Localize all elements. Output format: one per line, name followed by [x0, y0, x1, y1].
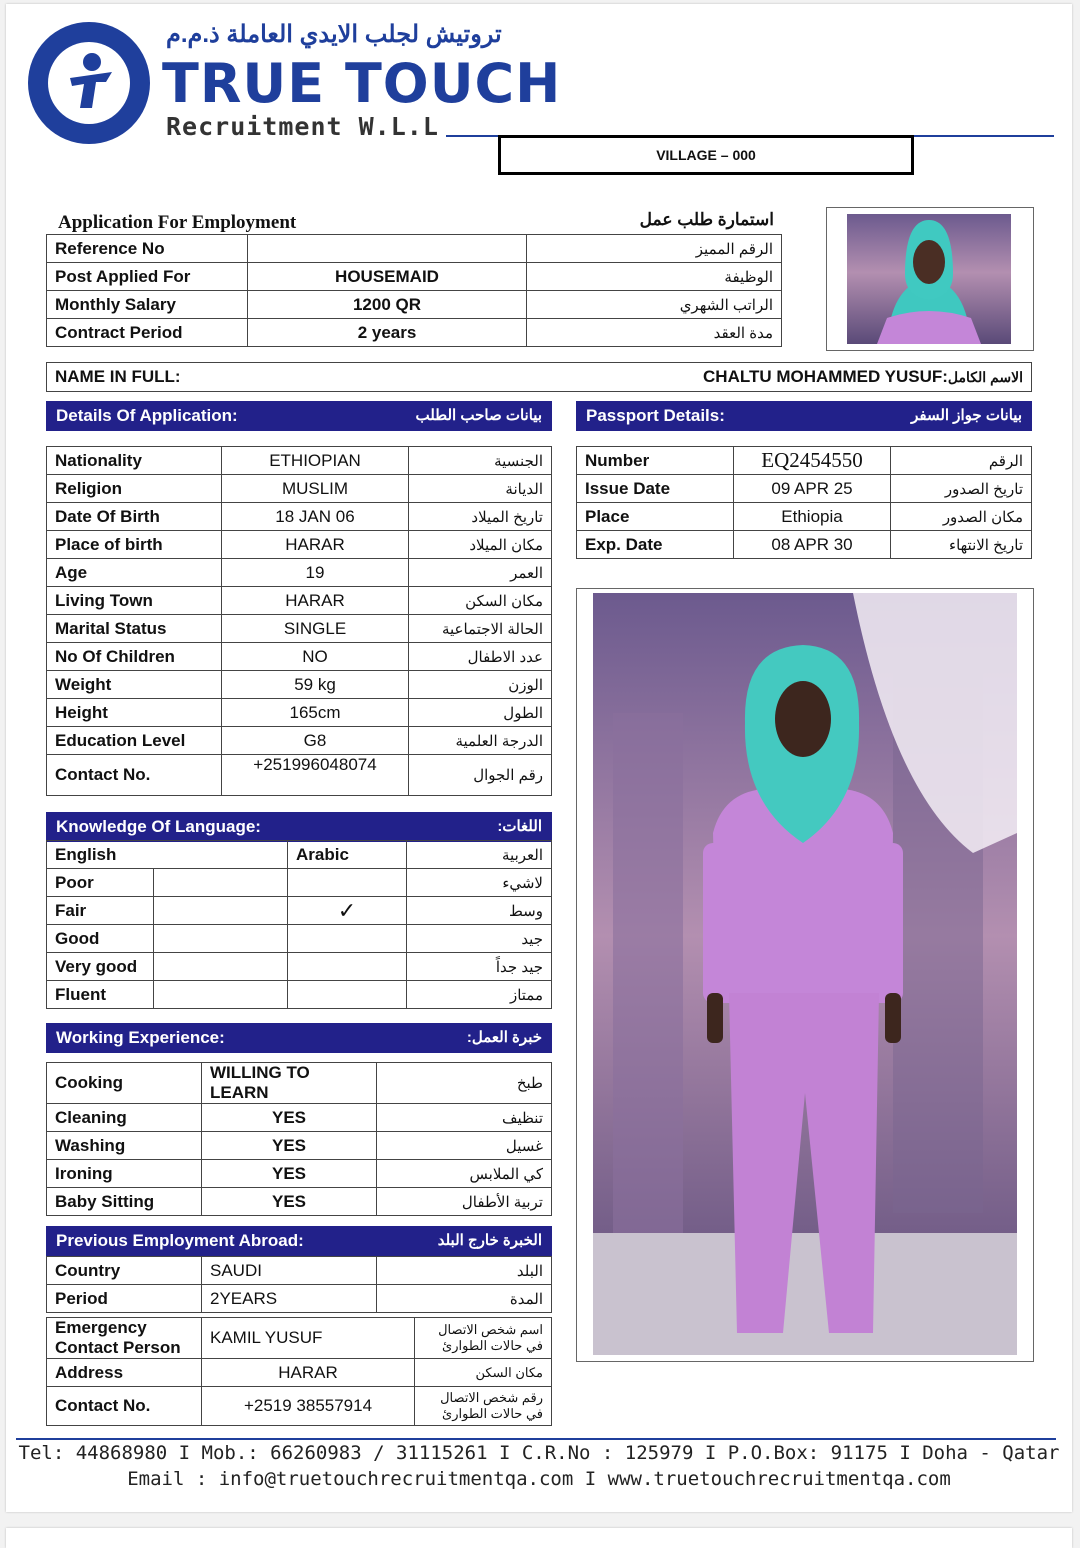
- arabic-level-cell: [288, 981, 407, 1009]
- table-row: [577, 503, 1032, 531]
- emergency-table: [46, 1317, 552, 1426]
- language-level-row: [47, 925, 552, 953]
- company-subtitle: Recruitment W.L.L: [166, 112, 439, 141]
- row-value: Ethiopia: [734, 503, 891, 531]
- table-row: [47, 1359, 552, 1387]
- name-value: CHALTU MOHAMMED YUSUF:: [703, 367, 948, 386]
- row-label: Contact No.: [47, 1387, 202, 1426]
- table-row: [47, 1257, 552, 1285]
- level-label: Very good: [47, 953, 154, 981]
- true-touch-logo: [28, 22, 150, 144]
- arabic-level-cell: [288, 869, 407, 897]
- level-label-arabic: لاشيء: [407, 869, 552, 897]
- table-row: [47, 587, 552, 615]
- portrait-photo: [847, 214, 1011, 344]
- row-label: Emergency Contact Person: [47, 1318, 202, 1359]
- row-label-arabic: الوظيفة: [527, 263, 782, 291]
- arabic-column-label-arabic: العربية: [407, 841, 552, 869]
- language-level-row: [47, 953, 552, 981]
- abroad-table: [46, 1256, 552, 1313]
- checkmark-icon: ✓: [337, 897, 357, 923]
- row-value: 1200 QR: [248, 291, 527, 319]
- row-value: +251996048074: [222, 755, 409, 796]
- arabic-level-cell: [288, 897, 407, 925]
- table-row: [47, 1104, 552, 1132]
- row-label: Issue Date: [577, 475, 734, 503]
- level-label: Fair: [47, 897, 154, 925]
- experience-section-title: Working Experience:: [56, 1028, 225, 1047]
- level-label-arabic: جيد جداً: [407, 953, 552, 981]
- level-label-arabic: وسط: [407, 897, 552, 925]
- row-value: HARAR: [202, 1359, 415, 1387]
- name-label-arabic: الاسم الكامل: [947, 369, 1023, 385]
- application-section-header: [46, 401, 552, 431]
- row-label-arabic: تاريخ الانتهاء: [891, 531, 1032, 559]
- row-label-arabic: الطول: [409, 699, 552, 727]
- table-row: [47, 559, 552, 587]
- experience-section-title-arabic: خبرة العمل:: [466, 1029, 542, 1046]
- company-brand: TRUE TOUCH: [162, 52, 562, 115]
- row-label: Reference No: [47, 235, 248, 263]
- row-value: YES: [202, 1132, 377, 1160]
- row-label: Post Applied For: [47, 263, 248, 291]
- row-label: Period: [47, 1285, 202, 1313]
- row-label-arabic: طبخ: [377, 1063, 552, 1104]
- row-label: Height: [47, 699, 222, 727]
- row-label-arabic: مدة العقد: [527, 319, 782, 347]
- row-label-arabic: رقم شخص الاتصال في حالات الطوارئ: [415, 1387, 552, 1426]
- arabic-column-label: Arabic: [288, 841, 407, 869]
- footer-contact-line: Tel: 44868980 I Mob.: 66260983 / 31115261 I C.R.No : 125979 I P.O.Box: 91175 I Doha - Qatar: [18, 1442, 1060, 1464]
- passport-table: [576, 446, 1032, 559]
- row-value: 09 APR 25: [734, 475, 891, 503]
- table-row: [47, 1285, 552, 1313]
- level-label-arabic: ممتاز: [407, 981, 552, 1009]
- row-value: EQ2454550: [734, 447, 891, 475]
- row-label: Washing: [47, 1132, 202, 1160]
- row-label: No Of Children: [47, 643, 222, 671]
- table-row: [47, 643, 552, 671]
- row-label-arabic: مكان الميلاد: [409, 531, 552, 559]
- row-label-arabic: تنظيف: [377, 1104, 552, 1132]
- company-name-arabic: تروتيش لجلب الايدي العاملة ذ.م.م: [166, 21, 502, 48]
- row-label: Place of birth: [47, 531, 222, 559]
- application-table: [46, 446, 552, 796]
- row-label: Cooking: [47, 1063, 202, 1104]
- row-label-arabic: الرقم: [891, 447, 1032, 475]
- english-level-cell: [154, 981, 288, 1009]
- table-row: [47, 503, 552, 531]
- language-section-title-arabic: اللغات:: [497, 818, 542, 835]
- row-label: Country: [47, 1257, 202, 1285]
- row-value: 18 JAN 06: [222, 503, 409, 531]
- row-label-arabic: غسيل: [377, 1132, 552, 1160]
- table-row: [47, 727, 552, 755]
- person-icon: [62, 52, 120, 112]
- row-label-arabic: الراتب الشهري: [527, 291, 782, 319]
- table-row: [47, 531, 552, 559]
- table-row: [577, 531, 1032, 559]
- table-row: [47, 1387, 552, 1426]
- language-table: [46, 840, 552, 1009]
- table-row: [47, 1188, 552, 1216]
- passport-section-title: Passport Details:: [586, 406, 725, 425]
- level-label: Good: [47, 925, 154, 953]
- arabic-level-cell: [288, 953, 407, 981]
- row-value: 2 years: [248, 319, 527, 347]
- row-label: Ironing: [47, 1160, 202, 1188]
- row-label-arabic: الدرجة العلمية: [409, 727, 552, 755]
- row-value: YES: [202, 1160, 377, 1188]
- table-row: [47, 1318, 552, 1359]
- application-section-title-arabic: بيانات صاحب الطلب: [415, 407, 542, 424]
- name-label: NAME IN FULL:: [47, 363, 339, 392]
- row-label-arabic: تربية الأطفال: [377, 1188, 552, 1216]
- row-label-arabic: عدد الاطفال: [409, 643, 552, 671]
- table-row: [47, 235, 782, 263]
- row-label-arabic: الرقم المميز: [527, 235, 782, 263]
- row-value: SAUDI: [202, 1257, 377, 1285]
- row-label: Number: [577, 447, 734, 475]
- row-label: Weight: [47, 671, 222, 699]
- table-row: [47, 671, 552, 699]
- row-label-arabic: الديانة: [409, 475, 552, 503]
- row-label: Date Of Birth: [47, 503, 222, 531]
- level-label: Poor: [47, 869, 154, 897]
- row-label-arabic: مكان السكن: [415, 1359, 552, 1387]
- passport-section-title-arabic: بيانات جواز السفر: [911, 407, 1022, 424]
- passport-section-header: [576, 401, 1032, 431]
- row-label: Religion: [47, 475, 222, 503]
- table-row: [47, 755, 552, 796]
- english-level-cell: [154, 897, 288, 925]
- table-row: [47, 319, 782, 347]
- arabic-level-cell: [288, 925, 407, 953]
- table-row: [47, 1063, 552, 1104]
- table-row: [47, 1160, 552, 1188]
- row-value: SINGLE: [222, 615, 409, 643]
- level-label: Fluent: [47, 981, 154, 1009]
- row-value: 59 kg: [222, 671, 409, 699]
- row-value: +2519 38557914: [202, 1387, 415, 1426]
- row-value: NO: [222, 643, 409, 671]
- table-row: [47, 699, 552, 727]
- abroad-section-title-arabic: الخبرة خارج البلد: [437, 1232, 542, 1249]
- row-label-arabic: الجنسية: [409, 447, 552, 475]
- row-value: KAMIL YUSUF: [202, 1318, 415, 1359]
- full-body-photo: [593, 593, 1017, 1355]
- row-value: HARAR: [222, 587, 409, 615]
- experience-section-header: [46, 1023, 552, 1053]
- row-label: Cleaning: [47, 1104, 202, 1132]
- row-label: Place: [577, 503, 734, 531]
- table-row: [47, 447, 552, 475]
- application-page: [6, 4, 1072, 1512]
- language-level-row: [47, 981, 552, 1009]
- table-row: [47, 263, 782, 291]
- row-label: Living Town: [47, 587, 222, 615]
- row-label-arabic: المدة: [377, 1285, 552, 1313]
- row-label-arabic: العمر: [409, 559, 552, 587]
- row-label-arabic: الوزن: [409, 671, 552, 699]
- row-label: Marital Status: [47, 615, 222, 643]
- full-photo-frame: [576, 588, 1034, 1362]
- table-row: [47, 615, 552, 643]
- name-table: [46, 362, 1032, 392]
- row-value: HOUSEMAID: [248, 263, 527, 291]
- table-row: [577, 447, 1032, 475]
- row-value: YES: [202, 1104, 377, 1132]
- row-value: YES: [202, 1188, 377, 1216]
- next-page-edge: [6, 1528, 1072, 1548]
- row-label-arabic: تاريخ الميلاد: [409, 503, 552, 531]
- table-row: [47, 1132, 552, 1160]
- row-label: Monthly Salary: [47, 291, 248, 319]
- row-label-arabic: البلد: [377, 1257, 552, 1285]
- row-label: Nationality: [47, 447, 222, 475]
- table-row: [47, 475, 552, 503]
- language-section-header: [46, 812, 552, 842]
- table-row: [47, 291, 782, 319]
- row-label: Education Level: [47, 727, 222, 755]
- row-value: 165cm: [222, 699, 409, 727]
- footer-web-line: Email : info@truetouchrecruitmentqa.com I www.truetouchrecruitmentqa.com: [127, 1468, 951, 1490]
- village-box: VILLAGE – 000: [498, 135, 914, 175]
- job-info-table: [46, 234, 782, 347]
- form-title-arabic: استمارة طلب عمل: [639, 210, 774, 229]
- row-label-arabic: مكان السكن: [409, 587, 552, 615]
- experience-table: [46, 1062, 552, 1216]
- language-header-row: [47, 841, 552, 869]
- row-label-arabic: الحالة الاجتماعية: [409, 615, 552, 643]
- language-level-row: [47, 897, 552, 925]
- english-column-label: English: [47, 841, 288, 869]
- application-section-title: Details Of Application:: [56, 406, 238, 425]
- table-row: [577, 475, 1032, 503]
- portrait-frame: [826, 207, 1034, 351]
- row-value: G8: [222, 727, 409, 755]
- row-label: Baby Sitting: [47, 1188, 202, 1216]
- row-label: Contract Period: [47, 319, 248, 347]
- english-level-cell: [154, 869, 288, 897]
- row-value: 2YEARS: [202, 1285, 377, 1313]
- abroad-section-title: Previous Employment Abroad:: [56, 1231, 304, 1250]
- english-level-cell: [154, 953, 288, 981]
- form-title: Application For Employment: [58, 212, 297, 233]
- row-value: 08 APR 30: [734, 531, 891, 559]
- level-label-arabic: جيد: [407, 925, 552, 953]
- row-label: Address: [47, 1359, 202, 1387]
- abroad-section-header: [46, 1226, 552, 1256]
- row-label-arabic: كي الملابس: [377, 1160, 552, 1188]
- language-section-title: Knowledge Of Language:: [56, 817, 261, 836]
- row-value: [248, 235, 527, 263]
- row-value: 19: [222, 559, 409, 587]
- english-level-cell: [154, 925, 288, 953]
- row-label: Contact No.: [47, 755, 222, 796]
- row-label: Exp. Date: [577, 531, 734, 559]
- row-label-arabic: تاريخ الصدور: [891, 475, 1032, 503]
- row-value: ETHIOPIAN: [222, 447, 409, 475]
- row-label-arabic: رقم الجوال: [409, 755, 552, 796]
- row-value: WILLING TO LEARN: [202, 1063, 377, 1104]
- language-level-row: [47, 869, 552, 897]
- name-cell: [339, 363, 1032, 392]
- row-value: HARAR: [222, 531, 409, 559]
- row-label: Age: [47, 559, 222, 587]
- row-label-arabic: اسم شخص الاتصال في حالات الطوارئ: [415, 1318, 552, 1359]
- row-label-arabic: مكان الصدور: [891, 503, 1032, 531]
- footer-rule: [16, 1438, 1056, 1440]
- row-value: MUSLIM: [222, 475, 409, 503]
